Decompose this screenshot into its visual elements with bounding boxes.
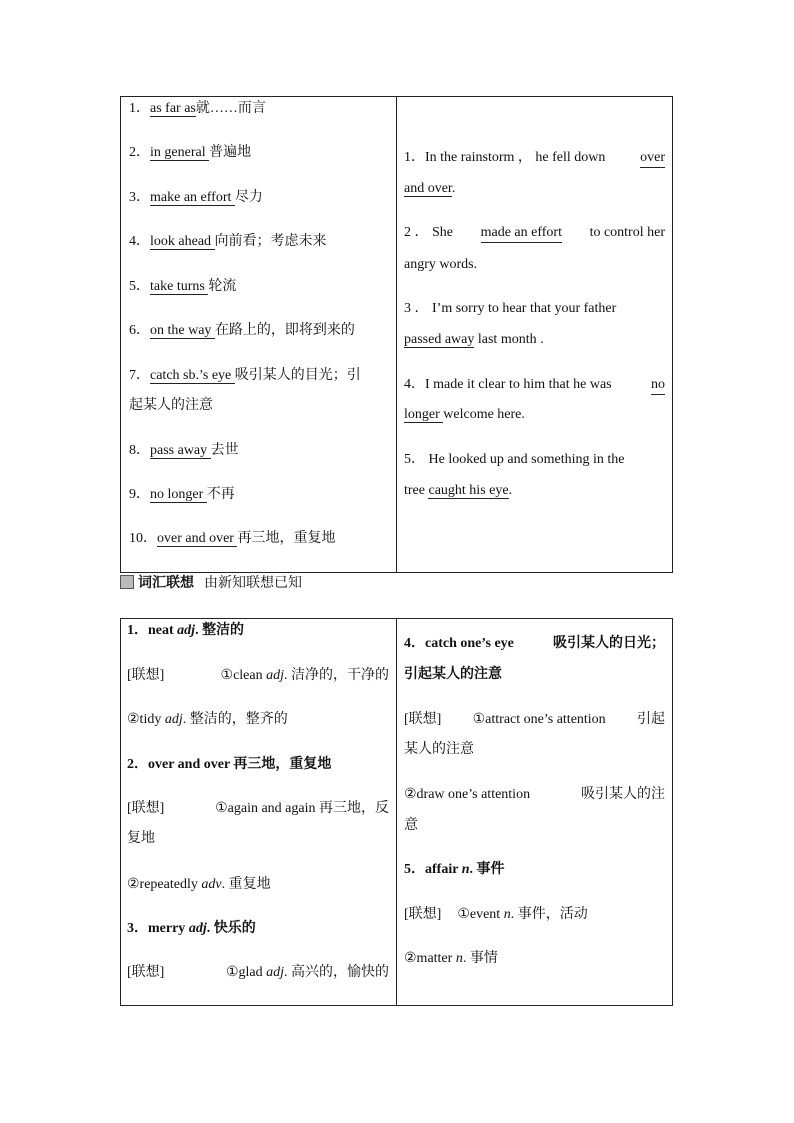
sentence-4-cont: longer welcome here. — [404, 407, 525, 422]
meaning: 就……而言 — [195, 101, 266, 116]
phrase-item-2: 2．in general 普遍地 — [129, 145, 252, 160]
vocab-word-4-cont: 引起某人的注意 — [404, 667, 502, 682]
sentence-1-cont: and over. — [404, 181, 456, 196]
phrase: as far as — [150, 101, 196, 116]
meaning: 尽力 — [234, 190, 263, 205]
answer-blank: and over — [404, 181, 452, 196]
vocab-word-4: 4．catch one’s eye 吸引某人的日光； — [404, 636, 665, 651]
vocab-assoc-cont: 复地 — [127, 831, 155, 846]
phrase: look ahead — [150, 234, 215, 249]
phrase-item-3: 3．make an effort 尽力 — [129, 190, 263, 205]
phrase-item-10: 10．over and over 再三地，重复地 — [129, 531, 336, 546]
vocab-word-2: 2．over and over 再三地，重复地 — [127, 757, 332, 772]
vocab-assoc: [联想] ①event n. 事件，活动 — [404, 907, 588, 922]
phrase: on the way — [150, 323, 215, 338]
vocab-assoc: [联想] ①again and again 再三地，反 — [127, 801, 389, 816]
phrase: in general — [150, 145, 210, 160]
phrase: no longer — [150, 487, 207, 502]
meaning: 再三地，重复地 — [237, 531, 336, 546]
vocab-word-1: 1．neat adj. 整洁的 — [127, 623, 245, 638]
phrase: take turns — [150, 279, 209, 294]
sentence-3-cont: passed away last month . — [404, 332, 544, 347]
section-subtitle: 由新知联想已知 — [204, 575, 302, 591]
vocab-assoc: [联想] ①attract one’s attention 引起 — [404, 712, 665, 727]
vocab-table — [120, 618, 673, 1006]
phrase-item-7-cont: 起某人的注意 — [129, 398, 213, 413]
phrase: over and over — [157, 531, 238, 546]
phrase: catch sb.’s eye — [150, 368, 235, 383]
phrase-table — [120, 96, 673, 573]
meaning: 不再 — [206, 487, 235, 502]
meaning: 吸引某人的目光；引 — [234, 368, 361, 383]
meaning: 轮流 — [208, 279, 237, 294]
vocab-assoc: ②draw one’s attention 吸引某人的注 — [404, 787, 665, 802]
answer-blank: caught his eye — [428, 483, 509, 498]
meaning: 去世 — [210, 443, 239, 458]
answer-blank: over — [640, 148, 665, 168]
meaning: 向前看；考虑未来 — [214, 234, 327, 249]
vocab-word-5: 5．affair n. 事件 — [404, 862, 505, 877]
vocab-left — [121, 619, 397, 1005]
vocab-word-3: 3．merry adj. 快乐的 — [127, 921, 256, 936]
phrase-item-9: 9．no longer 不再 — [129, 487, 235, 502]
vocab-assoc-cont: 意 — [404, 818, 418, 833]
sentence-2: 2 ． She made an effort to control her — [404, 223, 665, 243]
answer-blank: passed away — [404, 332, 475, 347]
vocab-assoc: ②tidy adj. 整洁的，整齐的 — [127, 712, 288, 727]
sentence-4: 4．I made it clear to him that he was no — [404, 375, 665, 395]
sentence-list — [397, 97, 672, 572]
sentence-5: 5． He looked up and something in the — [404, 452, 625, 467]
answer-blank: longer — [404, 407, 444, 422]
square-bullet-icon — [120, 575, 134, 589]
phrase-item-6: 6．on the way 在路上的，即将到来的 — [129, 323, 355, 338]
vocab-assoc-cont: 某人的注意 — [404, 742, 474, 757]
vocab-assoc: [联想] ①clean adj. 洁净的，干净的 — [127, 668, 389, 683]
sentence-1: 1．In the rainstorm ， he fell down over — [404, 148, 665, 168]
section-header — [120, 572, 302, 594]
vocab-assoc: ②matter n. 事情 — [404, 951, 498, 966]
answer-blank: made an effort — [481, 223, 562, 243]
sentence-5-cont: tree caught his eye. — [404, 483, 513, 498]
meaning: 在路上的，即将到来的 — [214, 323, 355, 338]
vocab-assoc: [联想] ①glad adj. 高兴的，愉快的 — [127, 965, 389, 980]
vocab-right — [397, 619, 672, 1005]
sentence-2-cont: angry words. — [404, 257, 478, 272]
phrase: pass away — [150, 443, 211, 458]
phrase: make an effort — [150, 190, 235, 205]
answer-blank: no — [651, 375, 665, 395]
phrase-item-1: 1．as far as就……而言 — [129, 101, 266, 116]
phrase-item-8: 8．pass away 去世 — [129, 443, 239, 458]
phrase-item-4: 4．look ahead 向前看；考虑未来 — [129, 234, 327, 249]
section-title: 词汇联想 — [138, 575, 194, 591]
phrase-item-7: 7．catch sb.’s eye 吸引某人的目光；引 — [129, 368, 361, 383]
vocab-assoc: ②repeatedly adv. 重复地 — [127, 877, 271, 892]
sentence-3: 3 ． I’m sorry to hear that your father — [404, 301, 617, 316]
phrase-item-5: 5．take turns 轮流 — [129, 279, 237, 294]
meaning: 普遍地 — [209, 145, 252, 160]
phrase-list — [121, 97, 397, 572]
